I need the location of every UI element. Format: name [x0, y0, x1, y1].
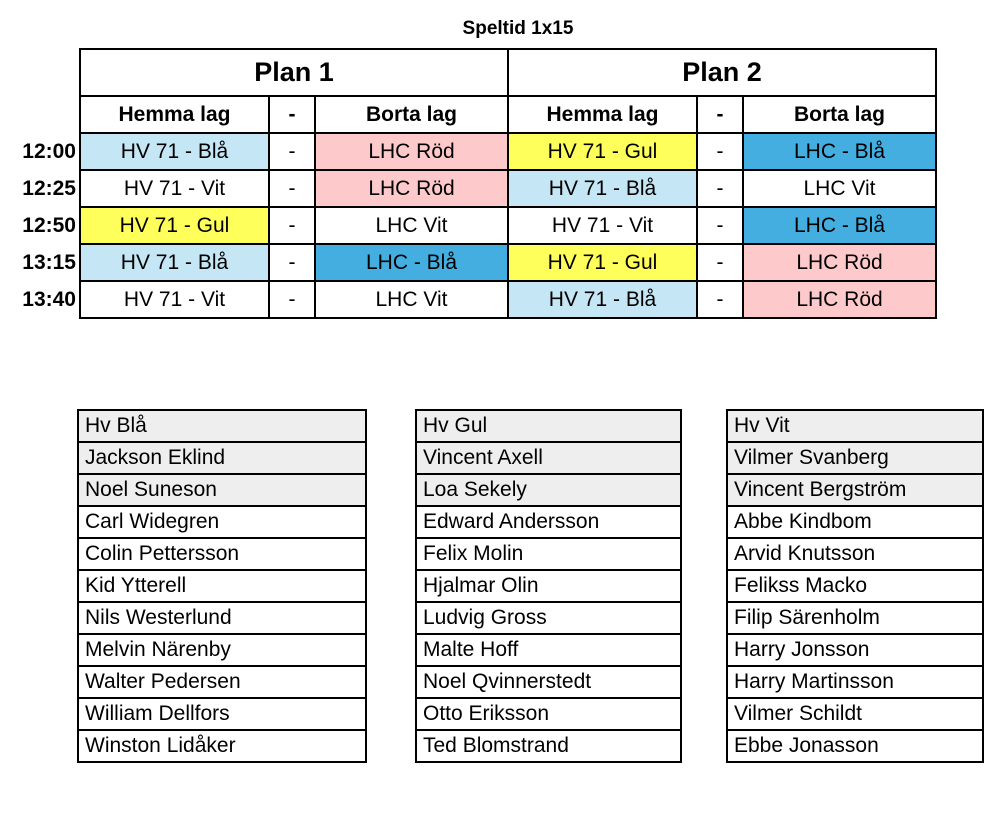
- p1-dash: -: [269, 244, 315, 281]
- roster-table-hv-gul: [415, 409, 682, 763]
- roster-player: Nils Westerlund: [78, 602, 366, 634]
- roster-player: Noel Qvinnerstedt: [416, 666, 681, 698]
- p1-away-team: LHC Vit: [315, 207, 508, 244]
- p2-home-team: HV 71 - Gul: [508, 133, 697, 170]
- roster-player: Walter Pedersen: [78, 666, 366, 698]
- roster-player: Vincent Axell: [416, 442, 681, 474]
- time-cell: 13:40: [22, 287, 76, 311]
- p2-dash: -: [697, 244, 743, 281]
- p2-home-team: HV 71 - Blå: [508, 170, 697, 207]
- roster-player: Hjalmar Olin: [416, 570, 681, 602]
- p1-dash: -: [269, 133, 315, 170]
- p2-dash: -: [697, 170, 743, 207]
- corner-cell: [10, 96, 80, 133]
- roster-player: William Dellfors: [78, 698, 366, 730]
- p1-away-team: LHC Vit: [315, 281, 508, 318]
- roster-player: Noel Suneson: [78, 474, 366, 506]
- roster-team-name: Hv Vit: [727, 410, 983, 442]
- match-row: [10, 281, 936, 318]
- p1-dash: -: [269, 170, 315, 207]
- p1-home-team: HV 71 - Vit: [80, 170, 269, 207]
- roster-player: Carl Widegren: [78, 506, 366, 538]
- p2-away-team: LHC - Blå: [743, 207, 936, 244]
- roster-player: Vilmer Svanberg: [727, 442, 983, 474]
- p1-away-header: Borta lag: [315, 96, 508, 133]
- p2-home-team: HV 71 - Gul: [508, 244, 697, 281]
- p2-home-team: HV 71 - Vit: [508, 207, 697, 244]
- plan-header-row: [10, 49, 936, 96]
- p2-dash-header: -: [697, 96, 743, 133]
- column-header-row: [10, 96, 936, 133]
- plan-1-header: Plan 1: [80, 49, 508, 96]
- match-row: [10, 244, 936, 281]
- time-cell: 12:00: [22, 139, 76, 163]
- roster-table-hv-bla: [77, 409, 367, 763]
- match-row: [10, 133, 936, 170]
- p2-dash: -: [697, 281, 743, 318]
- roster-player: Melvin Närenby: [78, 634, 366, 666]
- roster-team-name: Hv Blå: [78, 410, 366, 442]
- roster-player: Edward Andersson: [416, 506, 681, 538]
- p2-away-team: LHC Vit: [743, 170, 936, 207]
- roster-player: Ludvig Gross: [416, 602, 681, 634]
- p2-away-team: LHC - Blå: [743, 133, 936, 170]
- p1-away-team: LHC Röd: [315, 133, 508, 170]
- p1-away-team: LHC Röd: [315, 170, 508, 207]
- p1-home-team: HV 71 - Vit: [80, 281, 269, 318]
- match-schedule-table: [10, 48, 937, 319]
- match-row: [10, 170, 936, 207]
- p1-home-team: HV 71 - Blå: [80, 244, 269, 281]
- p2-home-header: Hemma lag: [508, 96, 697, 133]
- p1-home-team: HV 71 - Gul: [80, 207, 269, 244]
- roster-player: Kid Ytterell: [78, 570, 366, 602]
- time-cell: 12:50: [22, 213, 76, 237]
- p1-dash: -: [269, 207, 315, 244]
- roster-player: Ebbe Jonasson: [727, 730, 983, 762]
- roster-player: Loa Sekely: [416, 474, 681, 506]
- p2-away-header: Borta lag: [743, 96, 936, 133]
- p2-dash: -: [697, 207, 743, 244]
- roster-player: Colin Pettersson: [78, 538, 366, 570]
- roster-player: Abbe Kindbom: [727, 506, 983, 538]
- roster-player: Arvid Knutsson: [727, 538, 983, 570]
- p1-home-header: Hemma lag: [80, 96, 269, 133]
- p2-away-team: LHC Röd: [743, 244, 936, 281]
- roster-player: Otto Eriksson: [416, 698, 681, 730]
- roster-team-name: Hv Gul: [416, 410, 681, 442]
- roster-player: Filip Särenholm: [727, 602, 983, 634]
- roster-player: Harry Jonsson: [727, 634, 983, 666]
- roster-player: Felix Molin: [416, 538, 681, 570]
- roster-player: Harry Martinsson: [727, 666, 983, 698]
- roster-player: Winston Lidåker: [78, 730, 366, 762]
- p1-dash: -: [269, 281, 315, 318]
- roster-player: Ted Blomstrand: [416, 730, 681, 762]
- time-cell: 13:15: [22, 250, 76, 274]
- p2-dash: -: [697, 133, 743, 170]
- schedule-title: Speltid 1x15: [462, 18, 574, 39]
- roster-player: Vilmer Schildt: [727, 698, 983, 730]
- roster-table-hv-vit: [726, 409, 984, 763]
- roster-player: Jackson Eklind: [78, 442, 366, 474]
- p1-dash-header: -: [269, 96, 315, 133]
- plan-2-header: Plan 2: [508, 49, 936, 96]
- p1-away-team: LHC - Blå: [315, 244, 508, 281]
- roster-player: Malte Hoff: [416, 634, 681, 666]
- p2-home-team: HV 71 - Blå: [508, 281, 697, 318]
- match-row: [10, 207, 936, 244]
- p2-away-team: LHC Röd: [743, 281, 936, 318]
- corner-cell: [10, 49, 80, 96]
- p1-home-team: HV 71 - Blå: [80, 133, 269, 170]
- time-cell: 12:25: [22, 176, 76, 200]
- roster-player: Vincent Bergström: [727, 474, 983, 506]
- roster-player: Felikss Macko: [727, 570, 983, 602]
